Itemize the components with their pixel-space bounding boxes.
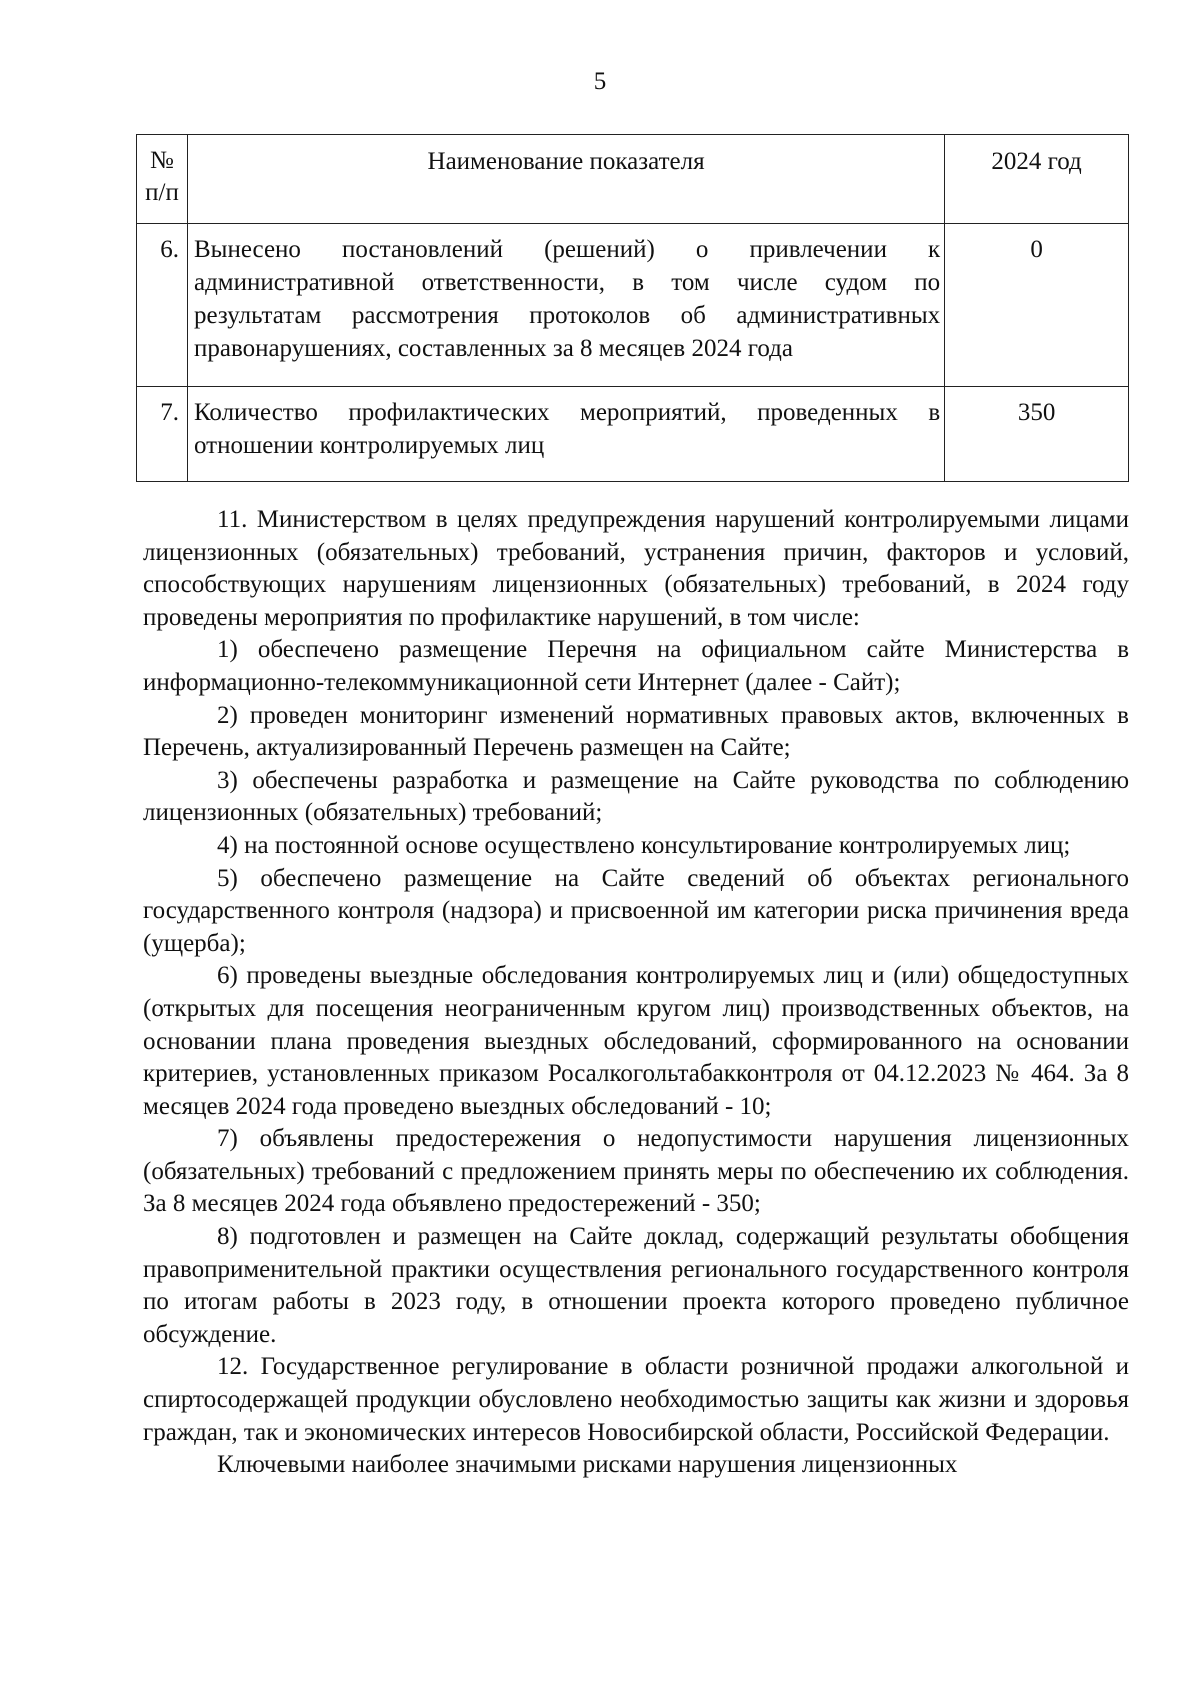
header-number: № п/п: [137, 135, 188, 224]
row-indicator-name: Количество профилактических мероприятий, проведенных в отношении контролируемых лиц: [187, 387, 944, 482]
paragraph-risks: Ключевыми наиболее значимыми рисками нарушения лицензионных: [217, 1451, 958, 1479]
row-value: 350: [945, 387, 1129, 482]
page-number: 5: [593, 68, 607, 95]
row-number: 7.: [137, 387, 188, 482]
list-item-5: 5) обеспечено размещение на Сайте сведений об объектах регионального государственного контроля (надзора) и присвоенной им категории риска причинения вреда (ущерба);: [143, 864, 1129, 957]
header-year: 2024 год: [945, 135, 1129, 224]
row-value: 0: [945, 224, 1129, 387]
row-indicator-name: Вынесено постановлений (решений) о привлечении к административной ответственности, в том числе судом по результатам рассмотрения протоколов об административных правонарушениях, составленных за 8 месяцев 2024 года: [187, 224, 944, 387]
indicators-table: [136, 134, 1129, 482]
table-header-row: [137, 135, 1129, 224]
list-item-2: 2) проведен мониторинг изменений нормативных правовых актов, включенных в Перечень, актуализированный Перечень размещен на Сайте;: [143, 701, 1129, 762]
table-row: [137, 387, 1129, 482]
table-row: [137, 224, 1129, 387]
list-item-6: 6) проведены выездные обследования контролируемых лиц и (или) общедоступных (открытых для посещения неограниченным кругом лиц) производственных объектов, на основании плана проведения выездных обследований, сформированного на основании критериев, установленных приказом Росалкогольтабакконтроля от 04.12.2023 № 464. За 8 месяцев 2024 года проведено выездных обследований - 10;: [143, 962, 1129, 1120]
paragraph-11: 11. Министерством в целях предупреждения нарушений контролируемыми лицами лицензионных (обязательных) требований, устранения причин, факторов и условий, способствующих нарушениям лицензионных (обязательных) требований, в 2024 году проведены мероприятия по профилактике нарушений, в том числе:: [143, 506, 1129, 631]
list-item-4: 4) на постоянной основе осуществлено консультирование контролируемых лиц;: [217, 831, 1071, 859]
header-indicator-name: Наименование показателя: [187, 135, 944, 224]
list-item-3: 3) обеспечены разработка и размещение на Сайте руководства по соблюдению лицензионных (обязательных) требований;: [143, 766, 1129, 827]
body-text: [143, 504, 1129, 1482]
row-number: 6.: [137, 224, 188, 387]
list-item-8: 8) подготовлен и размещен на Сайте доклад, содержащий результаты обобщения правоприменительной практики осуществления регионального государственного контроля по итогам работы в 2023 году, в отношении проекта которого проведено публичное обсуждение.: [143, 1223, 1129, 1348]
paragraph-12: 12. Государственное регулирование в области розничной продажи алкогольной и спиртосодержащей продукции обусловлено необходимостью защиты как жизни и здоровья граждан, так и экономических интересов Новосибирской области, Российской Федерации.: [143, 1353, 1129, 1446]
list-item-1: 1) обеспечено размещение Перечня на официальном сайте Министерства в информационно-телекоммуникационной сети Интернет (далее - Сайт);: [143, 636, 1129, 696]
list-item-7: 7) объявлены предостережения о недопустимости нарушения лицензионных (обязательных) требований с предложением принять меры по обеспечению их соблюдения. За 8 месяцев 2024 года объявлено предостережений - 350;: [143, 1125, 1129, 1218]
